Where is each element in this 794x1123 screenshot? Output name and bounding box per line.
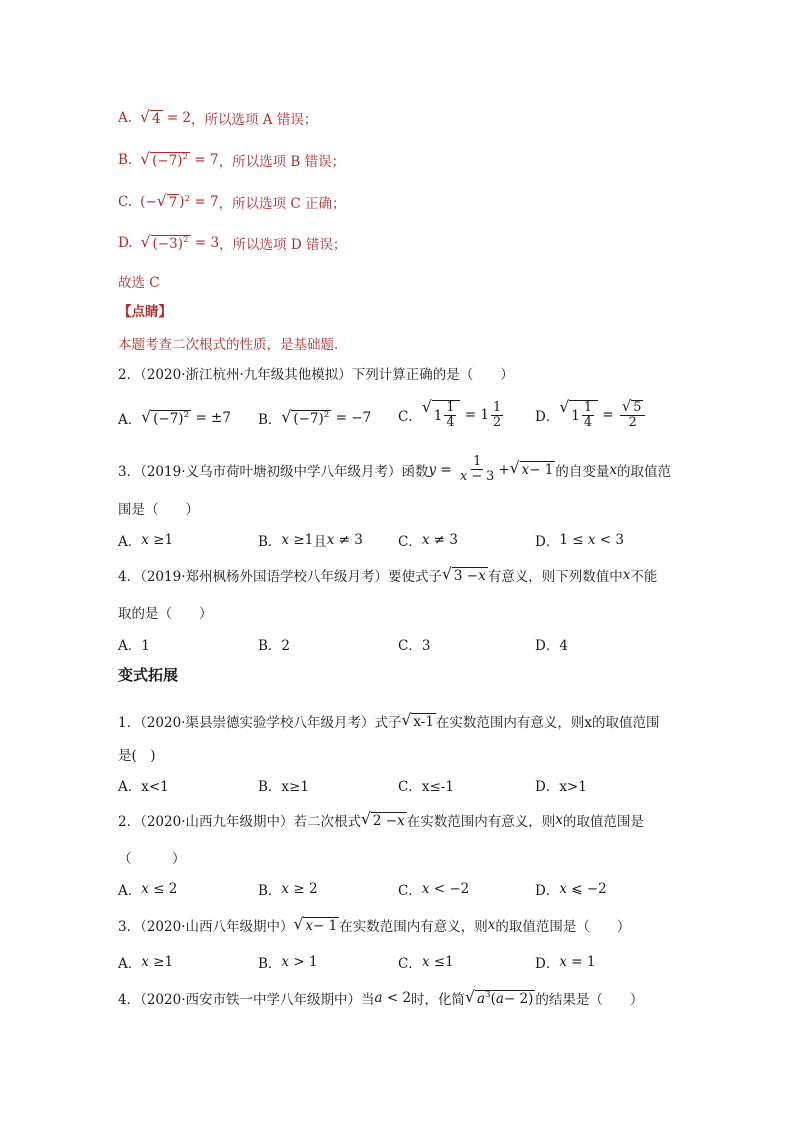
question-2-option-b bbox=[258, 408, 371, 428]
math-expression: a < 2 bbox=[374, 990, 412, 1006]
variable-x: x bbox=[555, 812, 563, 828]
option-label: A. bbox=[118, 110, 133, 126]
math-expression: √ a 3 ( a − 2) bbox=[465, 987, 534, 1007]
option-label: D． bbox=[535, 956, 560, 972]
section-title-text: 变式拓展 bbox=[118, 666, 179, 684]
variation-2-option-a bbox=[118, 879, 177, 899]
option-text: B．x≥1 bbox=[258, 779, 309, 795]
question-text: 3．（2020·山西八年级期中） bbox=[118, 919, 294, 935]
option-label: C． bbox=[398, 883, 422, 899]
question-text: 3．（2019·义乌市荷叶塘初级中学八年级月考）函数 bbox=[118, 463, 429, 480]
question-text: 2．（2020·浙江杭州·九年级其他模拟）下列计算正确的是（ ） bbox=[118, 367, 514, 383]
math-expression: x ≥1 bbox=[141, 532, 174, 548]
option-label: D． bbox=[535, 534, 560, 550]
option-label: D． bbox=[535, 409, 560, 426]
math-expression: x ⩽ −2 bbox=[559, 881, 607, 897]
solution-line-b bbox=[118, 150, 345, 170]
option-label: C． bbox=[398, 409, 422, 426]
variation-1-option-b bbox=[258, 775, 309, 795]
math-expression: x ≠ 3 bbox=[326, 532, 363, 548]
question-text: 1．（2020·渠县崇德实验学校八年级月考）式子 bbox=[118, 715, 402, 731]
question-text: 在实数范围内有意义，则 bbox=[339, 919, 488, 935]
math-expression: 1 ≤ x < 3 bbox=[559, 532, 624, 548]
question-2-option-d bbox=[535, 400, 647, 430]
question-3-stem bbox=[118, 455, 671, 484]
question-text: 的结果是（ ） bbox=[535, 992, 644, 1008]
math-expression: y = $\frac{1}{x - 3}$ + √ x − 1 bbox=[428, 454, 554, 485]
math-expression: x < −2 bbox=[421, 881, 470, 897]
option-text: C．x≤-1 bbox=[398, 779, 454, 795]
math-expression: √ (−7) 2 = 7 bbox=[140, 149, 219, 169]
option-label: C． bbox=[398, 534, 422, 550]
option-label: B． bbox=[258, 883, 282, 899]
solution-conclusion bbox=[118, 271, 160, 291]
option-label: D. bbox=[118, 235, 133, 251]
variation-1-stem-line2 bbox=[118, 744, 156, 764]
option-label: B． bbox=[258, 412, 282, 428]
variation-2-stem-line2 bbox=[118, 847, 186, 867]
option-label: B． bbox=[258, 534, 282, 550]
option-label: A． bbox=[118, 883, 142, 899]
variation-3-option-d bbox=[535, 952, 595, 972]
math-expression: x ≤1 bbox=[421, 954, 454, 970]
question-text: 在实数范围内有意义，则 bbox=[406, 814, 556, 830]
variation-2-option-b bbox=[258, 879, 318, 899]
option-text: A．1 bbox=[118, 638, 150, 654]
option-text: C．3 bbox=[398, 638, 431, 654]
question-text: 在实数范围内有意义，则x的取值范围 bbox=[435, 715, 660, 731]
solution-text: ，所以选项 B 错误； bbox=[218, 154, 346, 170]
question-4-stem bbox=[118, 565, 657, 585]
solution-line-a bbox=[118, 108, 317, 128]
question-text: （ ） bbox=[118, 851, 186, 867]
variation-3-stem bbox=[118, 915, 630, 935]
math-expression: x ≥ 2 bbox=[281, 881, 318, 897]
question-text: 4．（2019·郑州枫杨外国语学校八年级月考）要使式子 bbox=[118, 569, 442, 585]
math-expression: √ 1 $\frac{1}{4}$ = 1 $\frac{1}{2}$ bbox=[421, 398, 502, 431]
variation-2-option-d bbox=[535, 879, 607, 899]
option-text: A．x<1 bbox=[118, 779, 169, 795]
tip-heading-text: 【点睛】 bbox=[118, 304, 172, 320]
question-text: 2．（2020·山西九年级期中）若二次根式 bbox=[118, 814, 361, 830]
question-text: 时，化简 bbox=[411, 992, 466, 1008]
option-label: A． bbox=[118, 956, 142, 972]
question-4-option-b bbox=[258, 634, 290, 654]
math-expression: x = 1 bbox=[559, 954, 596, 970]
option-text: D．x>1 bbox=[535, 779, 587, 795]
question-text: 的取值范 bbox=[616, 463, 671, 480]
question-2-stem bbox=[118, 363, 514, 383]
math-expression: x ≤ 2 bbox=[141, 881, 178, 897]
variable-x: x bbox=[609, 461, 617, 478]
math-expression: x ≥1 bbox=[141, 954, 174, 970]
solution-text: ，所以选项 C 正确； bbox=[218, 196, 346, 212]
option-label: D． bbox=[535, 883, 560, 899]
question-2-option-c bbox=[398, 400, 505, 430]
math-expression: √ (−7) 2 = −7 bbox=[281, 407, 372, 427]
question-4-option-d bbox=[535, 634, 568, 654]
math-expression: √ 2 − x bbox=[361, 809, 405, 829]
variation-3-option-a bbox=[118, 952, 173, 972]
variation-1-stem bbox=[118, 711, 660, 731]
variation-3-option-b bbox=[258, 952, 318, 972]
math-expression: x ≠ 3 bbox=[421, 532, 458, 548]
question-text: 有意义，则下列数值中 bbox=[487, 569, 623, 585]
option-label: B. bbox=[118, 152, 133, 168]
solution-text: ，所以选项 A 错误； bbox=[191, 112, 318, 128]
math-expression: √ 4 = 2 bbox=[140, 107, 192, 127]
variation-2-option-c bbox=[398, 879, 469, 899]
question-3-option-a bbox=[118, 530, 173, 550]
option-label: A． bbox=[118, 534, 142, 550]
math-expression: √ (−7) 2 = ±7 bbox=[141, 407, 231, 427]
math-expression: √ x − 1 bbox=[293, 914, 338, 934]
variation-1-option-c bbox=[398, 775, 454, 795]
option-label: B． bbox=[258, 956, 282, 972]
question-text: 4．（2020·西安市铁一中学八年级期中）当 bbox=[118, 992, 375, 1008]
variable-x: x bbox=[487, 917, 496, 933]
option-text: B．2 bbox=[258, 638, 291, 654]
math-expression: √ x-1 bbox=[401, 710, 434, 730]
question-4-stem-line2 bbox=[118, 602, 213, 622]
math-expression: √ 3 − x bbox=[442, 564, 486, 584]
question-4-option-a bbox=[118, 634, 150, 654]
variation-1-option-a bbox=[118, 775, 169, 795]
section-title bbox=[118, 664, 178, 685]
variation-2-stem bbox=[118, 810, 644, 830]
question-2-option-a bbox=[118, 408, 231, 428]
tip-body bbox=[118, 333, 348, 353]
math-expression: √ 1 $\frac{1}{4}$ = √ 5 2 bbox=[559, 400, 647, 430]
question-3-stem-line2 bbox=[118, 498, 199, 518]
question-text: 不能 bbox=[630, 569, 658, 585]
option-label: C. bbox=[118, 194, 133, 210]
solution-line-c bbox=[118, 192, 345, 212]
variation-3-option-c bbox=[398, 952, 454, 972]
question-text: 是( ) bbox=[118, 748, 156, 764]
math-expression: √ (−3) 2 = 3 bbox=[140, 232, 220, 252]
variation-1-option-d bbox=[535, 775, 587, 795]
question-text: 的取值范围是 bbox=[562, 814, 644, 830]
option-text: 且 bbox=[313, 534, 327, 550]
solution-line-d bbox=[118, 233, 346, 253]
question-text: 的自变量 bbox=[555, 463, 610, 480]
variable-x: x bbox=[622, 567, 631, 583]
tip-heading bbox=[118, 300, 172, 320]
question-3-option-c bbox=[398, 530, 458, 550]
option-label: A． bbox=[118, 412, 142, 428]
math-expression: x > 1 bbox=[281, 954, 318, 970]
solution-text: ，所以选项 D 错误； bbox=[219, 237, 347, 253]
math-expression: (− √ 7 ) 2 = 7 bbox=[140, 191, 219, 211]
question-text: 围是（ ） bbox=[118, 502, 199, 518]
tip-body-text: 本题考查二次根式的性质，是基础题． bbox=[118, 337, 348, 353]
option-label: C． bbox=[398, 956, 422, 972]
conclusion-text: 故选 C bbox=[118, 275, 160, 291]
question-4-option-c bbox=[398, 634, 430, 654]
math-expression: x ≥1 bbox=[281, 532, 314, 548]
question-text: 的取值范围是（ ） bbox=[495, 919, 631, 935]
variation-4-stem bbox=[118, 988, 643, 1008]
question-3-option-b bbox=[258, 530, 363, 550]
option-text: D．4 bbox=[535, 638, 568, 654]
question-3-option-d bbox=[535, 530, 624, 550]
question-text: 取的是（ ） bbox=[118, 606, 213, 622]
